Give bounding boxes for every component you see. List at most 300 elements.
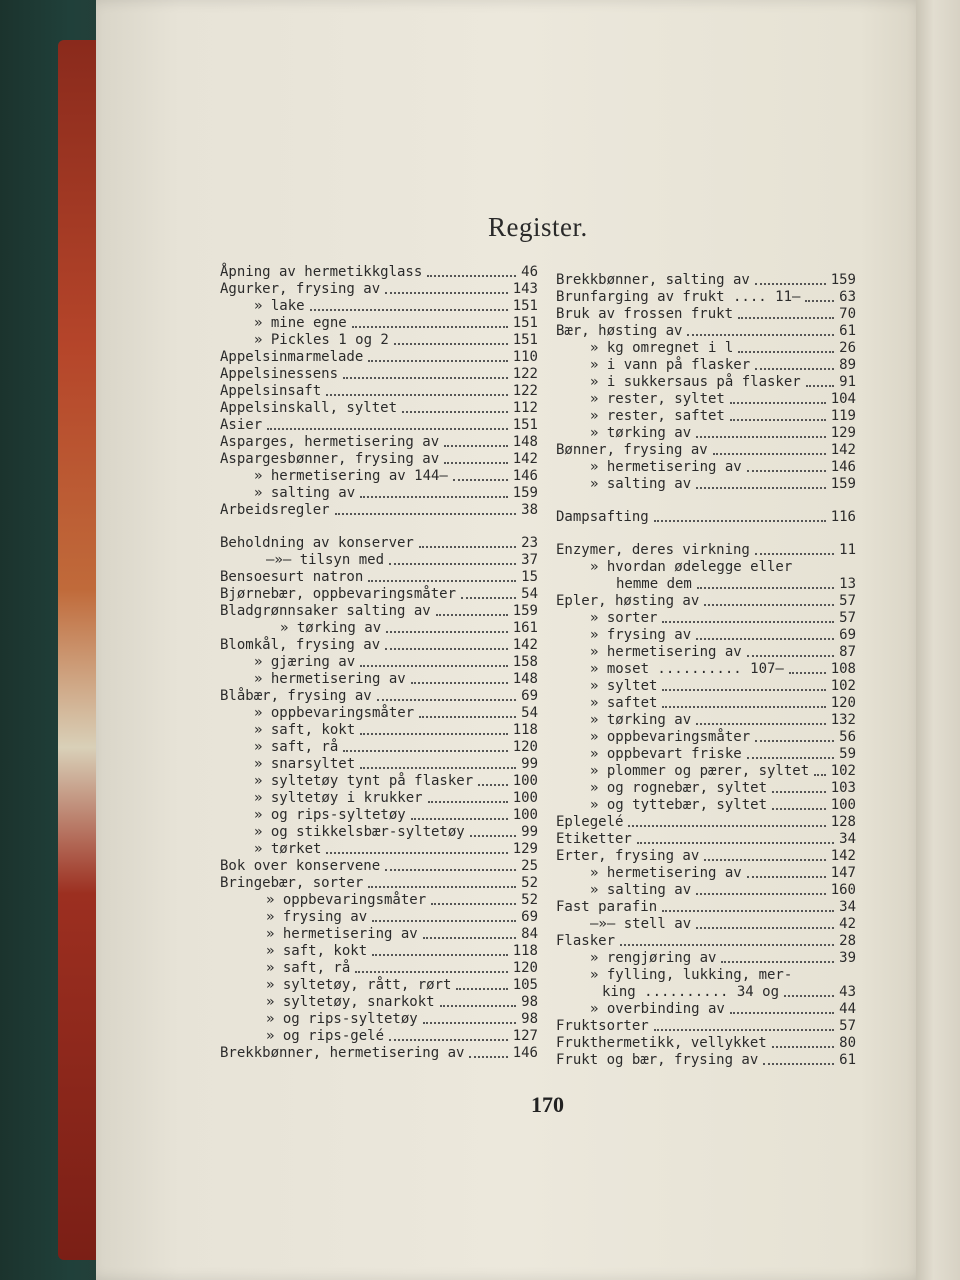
index-entry xyxy=(556,593,856,610)
index-entry xyxy=(556,391,856,408)
index-entry-label: » i vann på flasker xyxy=(590,357,751,373)
dot-leader xyxy=(419,546,516,548)
dot-leader xyxy=(394,343,508,345)
index-entry xyxy=(556,340,856,357)
index-entry xyxy=(220,502,538,519)
index-entry-label: Brekkbønner, hermetisering av xyxy=(220,1045,465,1061)
index-entry-label: » kg omregnet i l xyxy=(590,340,734,356)
index-entry-label: » salting av xyxy=(254,485,356,501)
page-title: Register. xyxy=(488,212,588,242)
index-entry-label: » syltetøy tynt på flasker xyxy=(254,773,474,789)
dot-leader xyxy=(730,419,826,421)
index-entry-page: 13 xyxy=(839,576,856,592)
index-entry-label: » overbinding av xyxy=(590,1001,725,1017)
dot-leader xyxy=(326,394,508,396)
index-entry-page: 54 xyxy=(521,705,538,721)
dot-leader xyxy=(730,1012,834,1014)
dot-leader xyxy=(738,351,834,353)
index-entry xyxy=(220,315,538,332)
index-entry xyxy=(556,644,856,661)
index-entry-label: » hermetisering av 144— xyxy=(254,468,448,484)
dot-leader xyxy=(662,706,825,708)
dot-leader xyxy=(372,954,508,956)
dot-leader xyxy=(411,682,508,684)
index-entry-label: » oppbevart friske xyxy=(590,746,742,762)
index-entry xyxy=(220,773,538,790)
index-entry-page: 87 xyxy=(839,644,856,660)
dot-leader xyxy=(385,648,508,650)
index-entry xyxy=(556,323,856,340)
index-column-right xyxy=(556,272,856,1069)
dot-leader xyxy=(372,920,516,922)
index-entry-page: 100 xyxy=(512,773,538,789)
index-entry-page: 160 xyxy=(830,882,856,898)
index-entry-page: 110 xyxy=(512,349,538,365)
index-entry-page: 128 xyxy=(830,814,856,830)
index-entry-page: 100 xyxy=(830,797,856,813)
index-entry-page: 148 xyxy=(512,434,538,450)
index-entry xyxy=(556,661,856,678)
index-entry xyxy=(556,306,856,323)
dot-leader xyxy=(805,300,834,302)
index-entry-label: » og tyttebær, syltet xyxy=(590,797,768,813)
dot-leader xyxy=(368,580,516,582)
index-entry xyxy=(220,790,538,807)
index-entry xyxy=(220,468,538,485)
index-entry-label: » tørket xyxy=(254,841,322,857)
dot-leader xyxy=(747,655,834,657)
index-entry xyxy=(220,620,538,637)
index-entry xyxy=(220,671,538,688)
index-entry xyxy=(220,1045,538,1062)
index-entry-page: 104 xyxy=(830,391,856,407)
index-entry-label: » oppbevaringsmåter xyxy=(254,705,415,721)
index-entry xyxy=(556,542,856,559)
dot-leader xyxy=(697,587,834,589)
index-entry-page: 159 xyxy=(512,485,538,501)
index-entry-label: » og rips-syltetøy xyxy=(254,807,406,823)
index-entry xyxy=(220,705,538,722)
index-entry xyxy=(220,1011,538,1028)
index-entry-page: 91 xyxy=(839,374,856,390)
index-entry-label: » saftet xyxy=(590,695,658,711)
index-entry-page: 61 xyxy=(839,323,856,339)
index-entry-page: 100 xyxy=(512,790,538,806)
index-entry xyxy=(220,552,538,569)
dot-leader xyxy=(755,553,834,555)
index-entry xyxy=(220,858,538,875)
index-column-left xyxy=(220,264,538,1062)
index-entry-label: » plommer og pærer, syltet xyxy=(590,763,810,779)
index-entry-page: 99 xyxy=(521,824,538,840)
dot-leader xyxy=(696,638,834,640)
index-entry-page: 34 xyxy=(839,831,856,847)
dot-leader xyxy=(335,513,517,515)
index-entry xyxy=(220,875,538,892)
index-entry xyxy=(220,654,538,671)
index-entry-page: 11 xyxy=(839,542,856,558)
index-entry-page: 56 xyxy=(839,729,856,745)
index-entry xyxy=(220,366,538,383)
page-number: 170 xyxy=(531,1092,564,1117)
dot-leader xyxy=(747,757,834,759)
dot-leader xyxy=(696,723,826,725)
index-entry-page: 98 xyxy=(521,1011,538,1027)
index-entry xyxy=(220,722,538,739)
index-entry-label: Appelsinsaft xyxy=(220,383,322,399)
dot-leader xyxy=(427,275,516,277)
index-entry xyxy=(556,627,856,644)
index-entry-page: 39 xyxy=(839,950,856,966)
index-entry-label: » og stikkelsbær-syltetøy xyxy=(254,824,465,840)
index-entry-page: 146 xyxy=(830,459,856,475)
index-entry-page: 63 xyxy=(839,289,856,305)
index-entry-page: 108 xyxy=(830,661,856,677)
index-entry xyxy=(556,1035,856,1052)
dot-leader xyxy=(687,334,834,336)
dot-leader xyxy=(360,767,516,769)
dot-leader xyxy=(772,791,826,793)
index-entry-label: Brekkbønner, salting av xyxy=(556,272,750,288)
index-entry xyxy=(556,425,856,442)
index-entry xyxy=(220,688,538,705)
index-entry-label: Bringebær, sorter xyxy=(220,875,364,891)
index-entry xyxy=(220,349,538,366)
index-entry-label: » saft, kokt xyxy=(266,943,368,959)
index-entry-label: » og rips-gelé xyxy=(266,1028,385,1044)
index-entry xyxy=(220,281,538,298)
index-entry-page: 100 xyxy=(512,807,538,823)
index-entry-page: 159 xyxy=(830,272,856,288)
dot-leader xyxy=(806,385,834,387)
index-entry-label: » i sukkersaus på flasker xyxy=(590,374,801,390)
index-entry-page: 142 xyxy=(512,637,538,653)
dot-leader xyxy=(628,825,825,827)
index-entry-label: Åpning av hermetikkglass xyxy=(220,264,423,280)
index-entry-label: » gjæring av xyxy=(254,654,356,670)
index-entry-page: 102 xyxy=(830,763,856,779)
index-entry xyxy=(220,451,538,468)
index-entry-label: Arbeidsregler xyxy=(220,502,330,518)
index-entry xyxy=(220,264,538,281)
index-entry-page: 142 xyxy=(830,442,856,458)
index-entry xyxy=(556,1001,856,1018)
index-entry-page: 57 xyxy=(839,1018,856,1034)
index-entry-page: 151 xyxy=(512,417,538,433)
index-entry-page: 159 xyxy=(512,603,538,619)
index-entry xyxy=(556,831,856,848)
dot-leader xyxy=(755,283,826,285)
index-entry-label: » og rips-syltetøy xyxy=(266,1011,418,1027)
dot-leader xyxy=(814,774,826,776)
index-entry-label: » Pickles 1 og 2 xyxy=(254,332,389,348)
index-entry-label: » tørking av xyxy=(590,712,692,728)
index-entry-page: 112 xyxy=(512,400,538,416)
index-entry xyxy=(556,442,856,459)
index-entry xyxy=(556,610,856,627)
dot-leader xyxy=(662,910,834,912)
index-entry-page: 103 xyxy=(830,780,856,796)
index-entry xyxy=(220,807,538,824)
index-entry xyxy=(556,374,856,391)
index-entry-label: » rester, saftet xyxy=(590,408,725,424)
index-entry-page: 151 xyxy=(512,298,538,314)
index-entry xyxy=(220,943,538,960)
dot-leader xyxy=(389,563,516,565)
dot-leader xyxy=(662,621,834,623)
dot-leader xyxy=(654,520,826,522)
index-entry-label: » salting av xyxy=(590,476,692,492)
dot-leader xyxy=(747,470,826,472)
index-entry xyxy=(556,729,856,746)
index-entry-page: 158 xyxy=(512,654,538,670)
index-entry-label: Fast parafin xyxy=(556,899,658,915)
index-entry-label: » syltetøy, rått, rørt xyxy=(266,977,452,993)
index-entry-page: 59 xyxy=(839,746,856,762)
index-entry xyxy=(556,272,856,289)
index-entry-label: » hermetisering av xyxy=(590,459,742,475)
dot-leader xyxy=(423,937,516,939)
index-entry xyxy=(220,637,538,654)
index-entry-page: 15 xyxy=(521,569,538,585)
index-entry-page: 151 xyxy=(512,332,538,348)
index-entry-label: » salting av xyxy=(590,882,692,898)
index-entry-page: 120 xyxy=(830,695,856,711)
dot-leader xyxy=(704,859,825,861)
index-entry-label: » frysing av xyxy=(590,627,692,643)
index-entry xyxy=(556,967,856,984)
index-entry-page: 69 xyxy=(521,688,538,704)
index-entry-page: 122 xyxy=(512,383,538,399)
index-entry-label: » rester, syltet xyxy=(590,391,725,407)
index-entry xyxy=(556,712,856,729)
dot-leader xyxy=(478,784,508,786)
index-entry xyxy=(556,933,856,950)
index-entry-page: 37 xyxy=(521,552,538,568)
index-entry-page: 43 xyxy=(839,984,856,1000)
index-entry xyxy=(220,926,538,943)
dot-leader xyxy=(389,1039,508,1041)
dot-leader xyxy=(411,818,508,820)
index-entry xyxy=(220,756,538,773)
index-entry-page: 143 xyxy=(512,281,538,297)
index-entry xyxy=(556,1018,856,1035)
dot-leader xyxy=(620,944,834,946)
index-entry-page: 99 xyxy=(521,756,538,772)
index-entry-label: Appelsinessens xyxy=(220,366,339,382)
dot-leader xyxy=(747,876,826,878)
index-entry xyxy=(556,695,856,712)
index-entry-label: king .......... 34 og xyxy=(602,984,780,1000)
dot-leader xyxy=(789,672,826,674)
index-entry xyxy=(556,559,856,576)
dot-leader xyxy=(343,750,507,752)
index-entry-label: Dampsafting xyxy=(556,509,649,525)
index-entry-label: Agurker, frysing av xyxy=(220,281,381,297)
index-entry-label: » sorter xyxy=(590,610,658,626)
index-entry xyxy=(220,298,538,315)
index-entry-page: 70 xyxy=(839,306,856,322)
index-entry-label: Erter, frysing av xyxy=(556,848,700,864)
index-entry-label: Asier xyxy=(220,417,263,433)
index-entry-label: Bær, høsting av xyxy=(556,323,683,339)
index-entry-label: » rengjøring av xyxy=(590,950,717,966)
index-entry-page: 57 xyxy=(839,610,856,626)
index-entry xyxy=(556,950,856,967)
dot-leader xyxy=(772,1046,834,1048)
index-entry xyxy=(556,984,856,1001)
index-entry xyxy=(220,417,538,434)
index-entry-page: 25 xyxy=(521,858,538,874)
index-entry-label: —»— stell av xyxy=(590,916,692,932)
index-entry-label: » saft, rå xyxy=(254,739,339,755)
next-page-edge xyxy=(916,0,960,1280)
dot-leader xyxy=(738,317,834,319)
dot-leader xyxy=(662,689,825,691)
index-entry-label: » og rognebær, syltet xyxy=(590,780,768,796)
index-entry xyxy=(556,763,856,780)
index-entry-label: » hermetisering av xyxy=(266,926,418,942)
index-entry xyxy=(556,780,856,797)
index-entry-label: Appelsinskall, syltet xyxy=(220,400,398,416)
index-entry xyxy=(556,746,856,763)
dot-leader xyxy=(755,740,834,742)
dot-leader xyxy=(444,445,508,447)
index-entry-page: 44 xyxy=(839,1001,856,1017)
index-entry-page: 84 xyxy=(521,926,538,942)
index-entry-page: 118 xyxy=(512,943,538,959)
index-entry xyxy=(556,408,856,425)
index-entry-label: » mine egne xyxy=(254,315,347,331)
dot-leader xyxy=(637,842,834,844)
index-entry-label: Fruktsorter xyxy=(556,1018,649,1034)
index-entry xyxy=(220,841,538,858)
dot-leader xyxy=(419,716,516,718)
index-entry-page: 34 xyxy=(839,899,856,915)
index-entry xyxy=(556,848,856,865)
index-entry-label: » oppbevaringsmåter xyxy=(590,729,751,745)
index-entry-label: Blåbær, frysing av xyxy=(220,688,372,704)
index-entry-page: 129 xyxy=(512,841,538,857)
index-entry xyxy=(220,332,538,349)
dot-leader xyxy=(386,631,508,633)
dot-leader xyxy=(360,733,508,735)
index-entry-page: 105 xyxy=(512,977,538,993)
index-entry xyxy=(220,892,538,909)
index-entry-label: Bensoesurt natron xyxy=(220,569,364,585)
index-entry-page: 89 xyxy=(839,357,856,373)
index-entry-label: Etiketter xyxy=(556,831,632,847)
index-entry-label: Eplegelé xyxy=(556,814,624,830)
index-entry-label: » tørking av xyxy=(280,620,382,636)
index-entry xyxy=(220,383,538,400)
dot-leader xyxy=(326,852,507,854)
index-entry xyxy=(220,485,538,502)
dot-leader xyxy=(469,1056,507,1058)
index-entry-label: » moset .......... 107— xyxy=(590,661,784,677)
index-entry-label: » snarsyltet xyxy=(254,756,356,772)
dot-leader xyxy=(696,927,834,929)
index-entry-page: 120 xyxy=(512,739,538,755)
index-entry-label: » fylling, lukking, mer- xyxy=(590,967,793,983)
index-entry-page: 42 xyxy=(839,916,856,932)
index-entry-label: Bønner, frysing av xyxy=(556,442,708,458)
dot-leader xyxy=(385,292,508,294)
index-entry-label: » saft, rå xyxy=(266,960,351,976)
index-entry-label: Aspargesbønner, frysing av xyxy=(220,451,440,467)
dot-leader xyxy=(360,665,508,667)
index-entry-label: » hermetisering av xyxy=(590,865,742,881)
index-entry-page: 61 xyxy=(839,1052,856,1068)
index-entry-page: 98 xyxy=(521,994,538,1010)
index-entry-label: Frukt og bær, frysing av xyxy=(556,1052,759,1068)
index-entry xyxy=(556,916,856,933)
index-entry xyxy=(556,865,856,882)
index-entry xyxy=(220,824,538,841)
dot-leader xyxy=(310,309,508,311)
dot-leader xyxy=(755,368,834,370)
index-entry-page: 127 xyxy=(512,1028,538,1044)
index-entry xyxy=(220,1028,538,1045)
index-entry xyxy=(556,357,856,374)
index-entry-label: » oppbevaringsmåter xyxy=(266,892,427,908)
index-entry xyxy=(556,576,856,593)
index-entry-page: 57 xyxy=(839,593,856,609)
index-entry xyxy=(220,569,538,586)
index-entry-label: Epler, høsting av xyxy=(556,593,700,609)
dot-leader xyxy=(696,436,826,438)
index-entry-label: » tørking av xyxy=(590,425,692,441)
index-entry-page: 52 xyxy=(521,892,538,908)
dot-leader xyxy=(368,360,507,362)
index-entry-page: 116 xyxy=(830,509,856,525)
dot-leader xyxy=(696,893,826,895)
dot-leader xyxy=(431,903,516,905)
index-entry-page: 142 xyxy=(512,451,538,467)
dot-leader xyxy=(772,808,826,810)
index-entry xyxy=(556,678,856,695)
index-entry-page: 146 xyxy=(512,1045,538,1061)
index-entry xyxy=(556,1052,856,1069)
index-entry-page: 159 xyxy=(830,476,856,492)
index-entry-page: 147 xyxy=(830,865,856,881)
index-entry xyxy=(556,509,856,526)
index-entry xyxy=(220,603,538,620)
index-entry xyxy=(556,899,856,916)
index-entry-page: 119 xyxy=(830,408,856,424)
index-entry-label: » lake xyxy=(254,298,305,314)
index-entry-label: » syltetøy, snarkokt xyxy=(266,994,435,1010)
index-entry-label: Asparges, hermetisering av xyxy=(220,434,440,450)
dot-leader xyxy=(730,402,826,404)
dot-leader xyxy=(721,961,834,963)
index-entry xyxy=(556,289,856,306)
index-entry xyxy=(220,739,538,756)
dot-leader xyxy=(696,487,826,489)
index-entry-label: Appelsinmarmelade xyxy=(220,349,364,365)
index-entry-label: Beholdning av konserver xyxy=(220,535,414,551)
index-entry-label: hemme dem xyxy=(616,576,692,592)
dot-leader xyxy=(368,886,516,888)
index-entry-label: Bruk av frossen frukt xyxy=(556,306,734,322)
index-entry-page: 69 xyxy=(839,627,856,643)
index-entry-page: 80 xyxy=(839,1035,856,1051)
index-entry-label: Blomkål, frysing av xyxy=(220,637,381,653)
dot-leader xyxy=(713,453,826,455)
dot-leader xyxy=(385,869,516,871)
index-entry-label: —»— tilsyn med xyxy=(266,552,385,568)
index-entry xyxy=(220,434,538,451)
